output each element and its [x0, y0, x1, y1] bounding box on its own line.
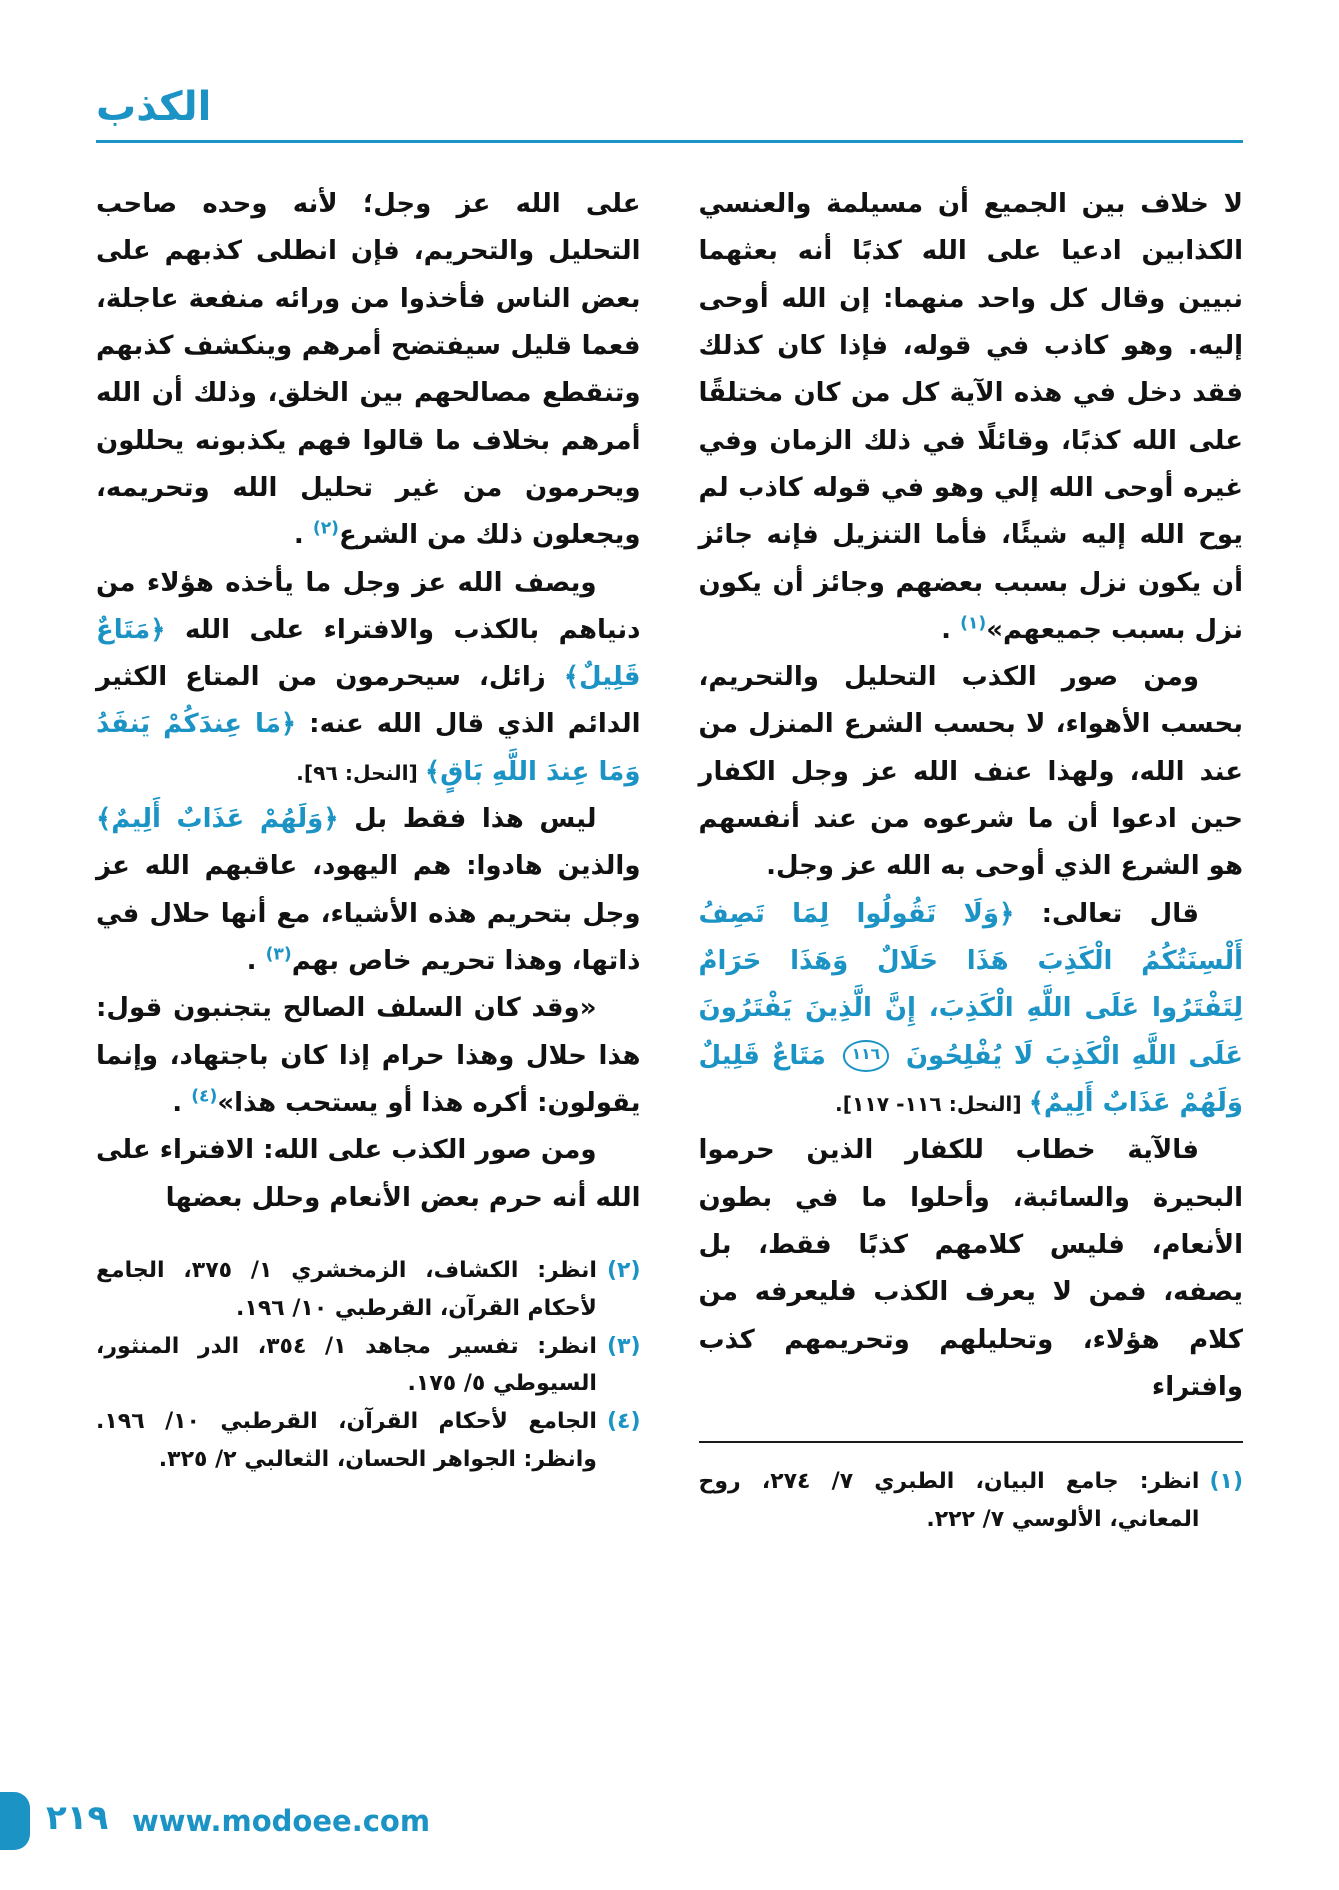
footnote-marker: (٤) — [191, 1086, 218, 1107]
quran-verse: ﴿وَلَهُمْ عَذَابٌ أَلِيمٌ﴾ — [96, 804, 339, 835]
header-divider — [96, 140, 1243, 143]
footnote-number: (٤) — [606, 1409, 641, 1435]
paragraph — [699, 1127, 1244, 1411]
verse-reference: [النحل: ٩٦]. — [296, 760, 425, 785]
chapter-title: الكذب — [96, 84, 212, 130]
body-text: . — [941, 614, 961, 645]
paragraph — [96, 181, 641, 560]
footnote — [699, 1463, 1244, 1539]
footnote-marker: (٣) — [265, 944, 292, 965]
body-text: . — [172, 1087, 192, 1118]
body-text: . — [293, 520, 313, 551]
quran-verse: ﴿مَتَاعٌ قَلِيلٌ﴾ — [96, 614, 641, 693]
left-column — [96, 181, 641, 1479]
quran-verse: ﴿وَلَا تَقُولُوا لِمَا تَصِفُ أَلْسِنَتُكُمُ الْكَذِبَ هَذَا حَلَالٌ وَهَذَا حَرَامٌ لِتَفْتَرُوا عَلَى اللَّهِ الْكَذِبَ، إِنَّ الَّذِينَ يَفْتَرُونَ عَلَى اللَّهِ الْكَذِبَ لَا يُفْلِحُونَ — [698, 898, 1243, 1071]
body-text: . — [246, 946, 266, 976]
footnote-text: انظر: جامع البيان، الطبري ٧/ ٢٧٤، روح المعاني، الألوسي ٧/ ٢٢٢. — [698, 1469, 1200, 1532]
footnote-marker: (١) — [960, 613, 987, 634]
page-header — [96, 84, 1243, 143]
footnote-marker: (٢) — [312, 518, 340, 539]
body-text: على الله عز وجل؛ لأنه وحده صاحب التحليل والتحريم، فإن انطلى كذبهم على بعض الناس فأخذوا من ورائه منفعة عاجلة، فعما قليل سيفتضح أمرهم وينكشف كذبهم وتنقطع مصالحهم بين الخلق، وذلك أن الله أمرهم بخلاف ما قالوا فهم يكذبونه يحللون ويحرمون من غير تحليل الله وتحريمه، ويجعلون ذلك من الشرع — [96, 189, 641, 551]
body-text: فالآية خطاب للكفار الذين حرموا البحيرة والسائبة، وأحلوا ما في بطون الأنعام، فليس كلامهم كذبًا فقط، بل يصفه، فمن لا يعرف الكذب فليعرفه من كلام هؤلاء، وتحليلهم وتحريمهم كذب وافتراء — [698, 1135, 1243, 1402]
quran-verse: مَتَاعٌ قَلِيلٌ وَلَهُمْ عَذَابٌ أَلِيمٌ﴾ — [698, 1040, 1243, 1118]
footnote-text: الجامع لأحكام القرآن، القرطبي ١٠/ ١٩٦. وانظر: الجواهر الحسان، الثعالبي ٢/ ٣٢٥. — [96, 1409, 597, 1473]
footnote — [96, 1328, 641, 1404]
body-text: زائل، سيحرمون من المتاع الكثير الدائم الذي قال الله عنه: — [96, 662, 641, 740]
two-column-layout — [96, 181, 1243, 1539]
body-text: «وقد كان السلف الصالح يتجنبون قول: هذا حلال وهذا حرام إذا كان باجتهاد، وإنما يقولون: أكره هذا أو يستحب هذا» — [96, 993, 641, 1118]
ayah-number: ١١٦ — [843, 1040, 890, 1072]
paragraph — [699, 654, 1244, 891]
footnote — [96, 1403, 641, 1479]
page-edge-tab — [0, 1792, 30, 1850]
body-text: قال تعالى: — [1014, 898, 1199, 929]
verse-reference: [النحل: ١١٦- ١١٧]. — [835, 1091, 1029, 1116]
footnote-text: انظر: تفسير مجاهد ١/ ٣٥٤، الدر المنثور، السيوطي ٥/ ١٧٥. — [96, 1333, 597, 1397]
website-link[interactable]: www.modoee.com — [132, 1804, 431, 1838]
body-text: والذين هادوا: هم اليهود، عاقبهم الله عز وجل بتحريم هذه الأشياء، مع أنها حلال في ذاتها، وهذا تحريم خاص بهم — [96, 851, 641, 976]
footnotes-section — [96, 1252, 641, 1479]
footnote-number: (٣) — [606, 1333, 641, 1359]
footnotes-section — [699, 1441, 1244, 1539]
paragraph — [96, 796, 641, 985]
paragraph — [699, 181, 1244, 654]
body-text: لا خلاف بين الجميع أن مسيلمة والعنسي الكذابين ادعيا على الله كذبًا أنه بعثهما نبيين وقال كل واحد منهما: إن الله أوحى إليه. وهو كاذب في قوله، فإذا كان كذلك فقد دخل في هذه الآية كل من كان مختلقًا على الله كذبًا، وقائلًا في ذلك الزمان وفي غيره أوحى الله إلي وهو في قوله كاذب لم يوح الله إليه شيئًا، فأما التنزيل فإنه جائز أن يكون نزل بسبب بعضهم وجائز أن يكون نزل بسبب جميعهم» — [698, 189, 1243, 645]
right-column — [699, 181, 1244, 1539]
body-text: ليس هذا فقط بل — [338, 804, 597, 835]
body-text: ويصف الله عز وجل ما يأخذه هؤلاء من دنياهم بالكذب والافتراء على الله — [96, 567, 641, 645]
page-footer — [0, 1790, 1339, 1852]
paragraph — [699, 891, 1244, 1128]
footnote-number: (١) — [1209, 1469, 1243, 1495]
footnote-number: (٢) — [606, 1257, 641, 1283]
paragraph — [96, 1127, 641, 1222]
paragraph — [96, 560, 641, 797]
paragraph — [96, 985, 641, 1127]
body-text: ومن صور الكذب على الله: الافتراء على الله أنه حرم بعض الأنعام وحلل بعضها — [96, 1135, 641, 1213]
body-text: ومن صور الكذب التحليل والتحريم، بحسب الأهواء، لا بحسب الشرع المنزل من عند الله، ولهذا عنف الله عز وجل الكفار حين ادعوا أن ما شرعوه من عند أنفسهم هو الشرع الذي أوحى به الله عز وجل. — [698, 662, 1243, 882]
quran-verse: ﴿مَا عِندَكُمْ يَنفَدُ وَمَا عِندَ اللَّهِ بَاقٍ﴾ — [96, 709, 641, 787]
footnote — [96, 1252, 641, 1328]
page-number: ٢١٩ — [46, 1798, 109, 1838]
footnote-text: انظر: الكشاف، الزمخشري ١/ ٣٧٥، الجامع لأحكام القرآن، القرطبي ١٠/ ١٩٦. — [96, 1257, 597, 1321]
